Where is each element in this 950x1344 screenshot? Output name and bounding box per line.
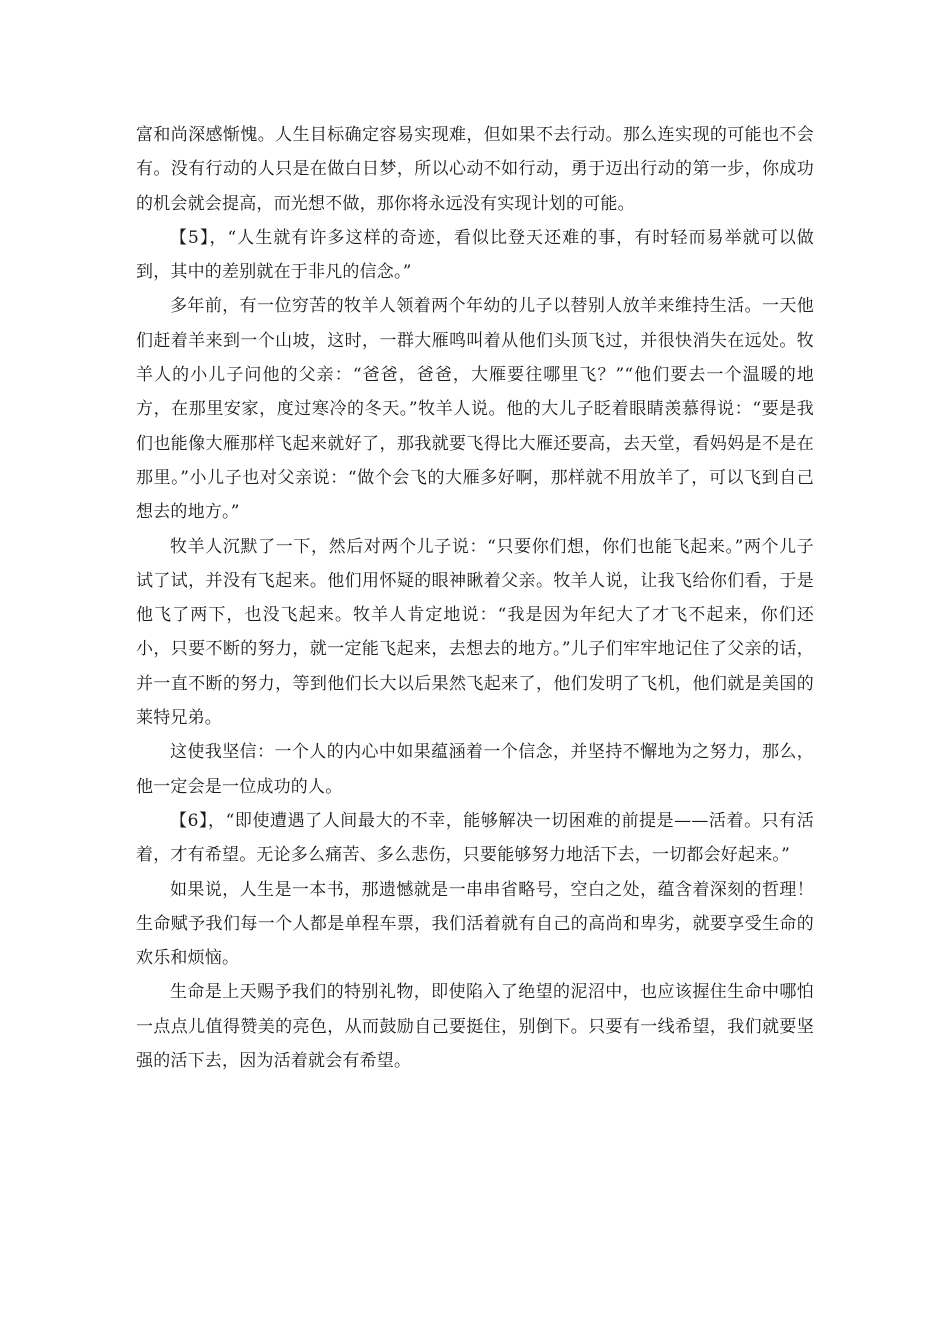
paragraph-quote-6: 【6】，“即使遭遇了人间最大的不幸，能够解决一切困难的前提是——活着。只有活着，才有希望。无论多么痛苦、多么悲伤，只要能够努力地活下去，一切都会好起来。” xyxy=(136,810,814,866)
paragraph-quote-5: 【5】，“人生就有许多这样的奇迹，看似比登天还难的事，有时轻而易举就可以做到，其中的差别就在于非凡的信念。” xyxy=(136,227,814,283)
paragraph-belief: 这使我坚信：一个人的内心中如果蕴涵着一个信念，并坚持不懈地为之努力，那么，他一定会是一位成功的人。 xyxy=(136,742,814,797)
paragraph-life-gift: 生命是上天赐予我们的特别礼物，即使陷入了绝望的泥沼中，也应该握住生命中哪怕一点点儿值得赞美的亮色，从而鼓励自己要挺住，别倒下。只要有一线希望，我们就要坚强的活下去，因为活着就会有希望。 xyxy=(136,982,814,1072)
paragraph-continuation: 富和尚深感惭愧。人生目标确定容易实现难，但如果不去行动。那么连实现的可能也不会有。没有行动的人只是在做白日梦，所以心动不如行动，勇于迈出行动的第一步，你成功的机会就会提高，而光想不做，那你将永远没有实现计划的可能。 xyxy=(136,125,814,214)
paragraph-life-book: 如果说，人生是一本书，那遗憾就是一串串省略号，空白之处，蕴含着深刻的哲理！生命赋予我们每一个人都是单程车票，我们活着就有自己的高尚和卑劣，就要享受生命的欢乐和烦恼。 xyxy=(136,879,814,969)
document-body xyxy=(136,118,814,1078)
paragraph-shepherd-flight: 牧羊人沉默了一下，然后对两个儿子说：“只要你们想，你们也能飞起来。”两个儿子试了试，并没有飞起来。他们用怀疑的眼神瞅着父亲。牧羊人说，让我飞给你们看，于是他飞了两下，也没飞起来。牧羊人肯定地说：“我是因为年纪大了才飞不起来，你们还小，只要不断的努力，就一定能飞起来，去想去的地方。”儿子们牢牢地记住了父亲的话，并一直不断的努力，等到他们长大以后果然飞起来了，他们发明了飞机，他们就是美国的莱特兄弟。 xyxy=(136,536,814,729)
paragraph-shepherd-story: 多年前，有一位穷苦的牧羊人领着两个年幼的儿子以替别人放羊来维持生活。一天他们赶着羊来到一个山坡，这时，一群大雁鸣叫着从他们头顶飞过，并很快消失在远处。牧羊人的小儿子问他的父亲：“爸爸，爸爸，大雁要往哪里飞？”“他们要去一个温暖的地方，在那里安家，度过寒冷的冬天。”牧羊人说。他的大儿子眨着眼睛羡慕得说：“要是我们也能像大雁那样飞起来就好了，那我就要飞得比大雁还要高，去天堂，看妈妈是不是在那里。”小儿子也对父亲说：“做个会飞的大雁多好啊，那样就不用放羊了，可以飞到自己想去的地方。” xyxy=(136,296,814,523)
